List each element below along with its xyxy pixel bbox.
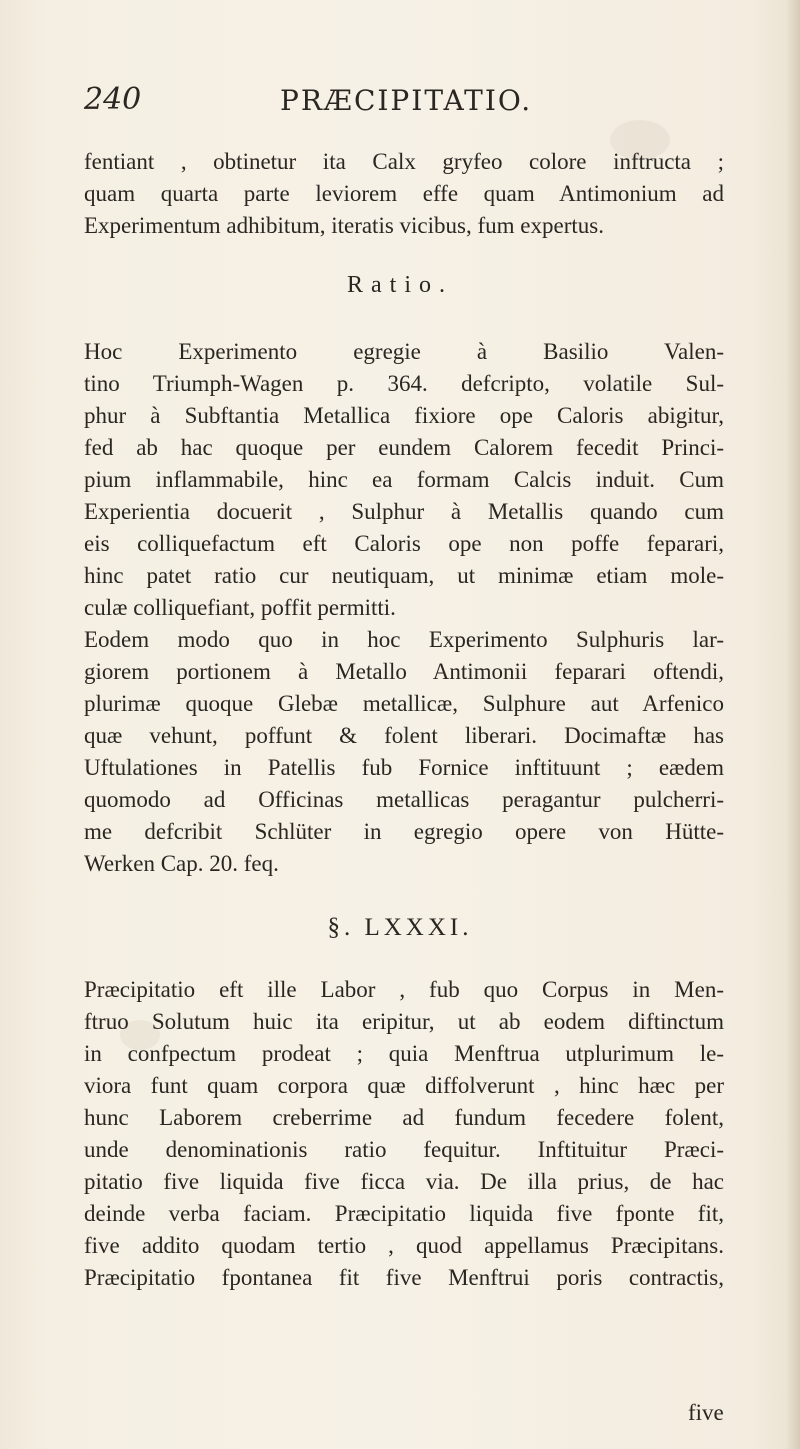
text-line: fed ab hac quoque per eundem Calorem fecedit Princi- — [84, 435, 724, 460]
text-line: me defcribit Schlüter in egregio opere von Hütte- — [84, 819, 724, 844]
text-line: culæ colliquefiant, poffit permitti. — [84, 595, 396, 620]
section-heading: §. LXXXI. — [327, 914, 473, 941]
paragraph-3 — [84, 624, 724, 880]
text-line: Uftulationes in Patellis fub Fornice inftituunt ; eædem — [84, 755, 724, 780]
text-line: quæ vehunt, poffunt & folent liberari. Docimaftæ has — [84, 723, 724, 748]
ratio-heading: Ratio. — [347, 272, 453, 298]
catchword: five — [688, 1400, 724, 1425]
text-line: quomodo ad Officinas metallicas peragantur pulcherri- — [84, 787, 724, 812]
text-line: five addito quodam tertio , quod appellamus Præcipitans. — [84, 1233, 724, 1258]
text-line: unde denominationis ratio fequitur. Inftituitur Præci- — [84, 1137, 724, 1162]
paragraph-4 — [84, 974, 724, 1294]
text-line: pium inflammabile, hinc ea formam Calcis induit. Cum — [84, 467, 724, 492]
text-line: eis colliquefactum eft Caloris ope non poffe feparari, — [84, 531, 724, 556]
text-line: Experientia docuerit , Sulphur à Metallis quando cum — [84, 499, 724, 524]
text-line: deinde verba faciam. Præcipitatio liquida five fponte fit, — [84, 1201, 724, 1226]
page-edge-shadow — [786, 0, 800, 1449]
text-line: tino Triumph-Wagen p. 364. defcripto, volatile Sul- — [84, 371, 724, 396]
text-line: viora funt quam corpora quæ diffolverunt , hinc hæc per — [84, 1073, 724, 1098]
text-line: Præcipitatio fpontanea fit five Menftrui poris contractis, — [84, 1265, 724, 1290]
text-line: Werken Cap. 20. feq. — [84, 851, 279, 876]
text-line: Hoc Experimento egregie à Basilio Valen- — [84, 339, 724, 364]
running-head — [84, 82, 724, 126]
text-line: fentiant , obtinetur ita Calx gryfeo colore inftructa ; — [84, 149, 724, 174]
page-number: 240 — [84, 82, 142, 117]
text-line: ftruo Solutum huic ita eripitur, ut ab eodem diftinctum — [84, 1009, 724, 1034]
text-line: hinc patet ratio cur neutiquam, ut minimæ etiam mole- — [84, 563, 724, 588]
text-line: in confpectum prodeat ; quia Menftrua utplurimum le- — [84, 1041, 724, 1066]
paragraph-1 — [84, 146, 724, 242]
text-line: plurimæ quoque Glebæ metallicæ, Sulphure aut Arfenico — [84, 691, 724, 716]
text-line: giorem portionem à Metallo Antimonii feparari oftendi, — [84, 659, 724, 684]
text-line: Præcipitatio eft ille Labor , fub quo Corpus in Men- — [84, 977, 724, 1002]
text-line: hunc Laborem creberrime ad fundum fecedere folent, — [84, 1105, 724, 1130]
text-line: Experimentum adhibitum, iteratis vicibus, fum expertus. — [84, 213, 604, 238]
text-line: pitatio five liquida five ficca via. De illa prius, de hac — [84, 1169, 724, 1194]
running-title: PRÆCIPITATIO. — [280, 84, 533, 117]
paragraph-2 — [84, 336, 724, 624]
text-line: phur à Subftantia Metallica fixiore ope Caloris abigitur, — [84, 403, 724, 428]
text-line: Eodem modo quo in hoc Experimento Sulphuris lar- — [84, 627, 724, 652]
text-line: quam quarta parte leviorem effe quam Antimonium ad — [84, 181, 724, 206]
